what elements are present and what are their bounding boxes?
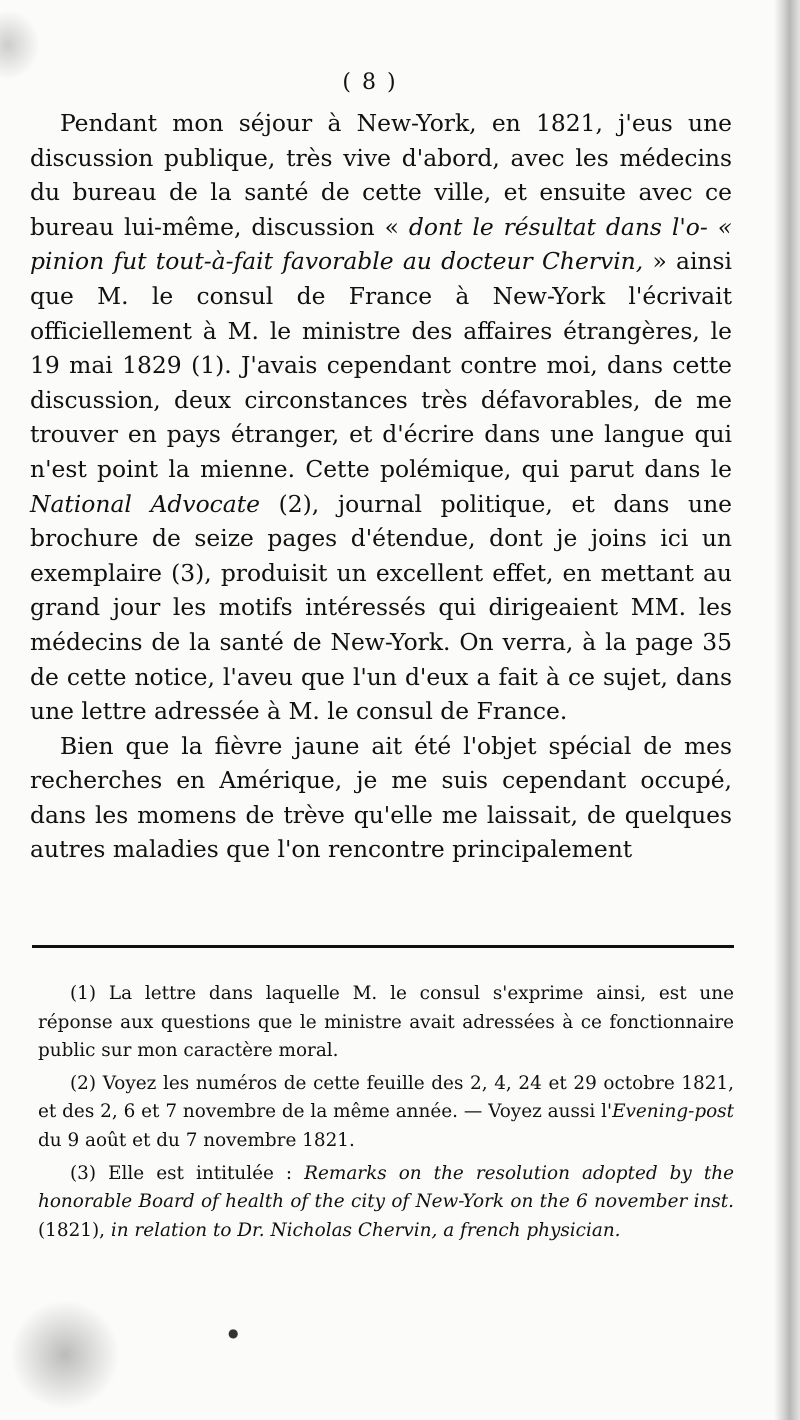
paper-stain-bottom xyxy=(10,1300,120,1410)
footnote-3-part-2: (1821), xyxy=(38,1219,111,1241)
quotation-italic: dont le résultat dans l'o- « pinion fut tout-à-fait favorable au docteur Chervin, xyxy=(30,212,733,276)
paragraph-2: Bien que la fièvre jaune ait été l'objet spécial de mes recherches en Amérique, je me suis cependant occupé, dans les momens de trève qu'elle me laissait, de quelques autres maladies que l'on rencontre principalement xyxy=(30,731,732,864)
footnote-rule xyxy=(32,945,734,948)
evening-post-title: Evening-post xyxy=(612,1101,734,1123)
paragraph-1-part-3: (2), journal politique, et dans une brochure de seize pages d'étendue, dont je joins ici un exemplaire (3), produisit un excellent effet, en mettant au grand jour les motifs intéressés qui dirigeaient MM. les médecins de la santé de New-York. On verra, à la page 35 de cette notice, l'aveu que l'un d'eux a fait à ce sujet, dans une lettre adressée à M. le consul de France. xyxy=(30,489,732,726)
footnote-2-part-1: (2) Voyez les numéros de cette feuille des 2, 4, 24 et 29 octobre 1821, et des 2, 6 et 7 novembre de la même année. — Voyez aussi l' xyxy=(38,1072,734,1123)
footnote-2-part-2: du 9 août et du 7 novembre 1821. xyxy=(38,1129,355,1151)
footnotes xyxy=(38,980,734,1249)
page-edge-shadow xyxy=(774,0,800,1420)
footnote-2 xyxy=(38,1070,734,1156)
paragraph-1-part-2: » ainsi que M. le consul de France à New-York l'écrivait officiellement à M. le ministre des affaires étrangères, le 19 mai 1829 (1). J'avais cependant contre moi, dans cette discussion, deux circonstances très défavorables, de me trouver en pays étranger, et d'écrire dans une langue qui n'est point la mienne. Cette polémique, qui parut dans le xyxy=(30,247,732,483)
paragraph-1 xyxy=(30,106,732,729)
paragraph-1-part-1: Pendant mon séjour à New-York, en 1821, j'eus une discussion publique, très vive d'abord, avec les médecins du bureau de la santé de cette ville, et ensuite avec ce bureau lui-même, discussion « xyxy=(30,109,732,241)
main-text xyxy=(30,106,732,867)
footnote-3-part-1: (3) Elle est intitulée : xyxy=(70,1162,305,1184)
page-number: ( 8 ) xyxy=(342,70,398,95)
ink-dot: ● xyxy=(228,1326,239,1340)
newspaper-title: National Advocate xyxy=(30,489,260,518)
footnote-3 xyxy=(38,1160,734,1246)
brochure-title: Remarks on the resolution adopted by the honorable Board of health of the city of New-York on the 6 november inst. xyxy=(38,1162,734,1213)
footnote-1: (1) La lettre dans laquelle M. le consul s'exprime ainsi, est une réponse aux questions que le ministre avait adressées à ce fonctionnaire public sur mon caractère moral. xyxy=(38,983,734,1062)
brochure-subtitle: in relation to Dr. Nicholas Chervin, a french physician. xyxy=(110,1219,621,1241)
